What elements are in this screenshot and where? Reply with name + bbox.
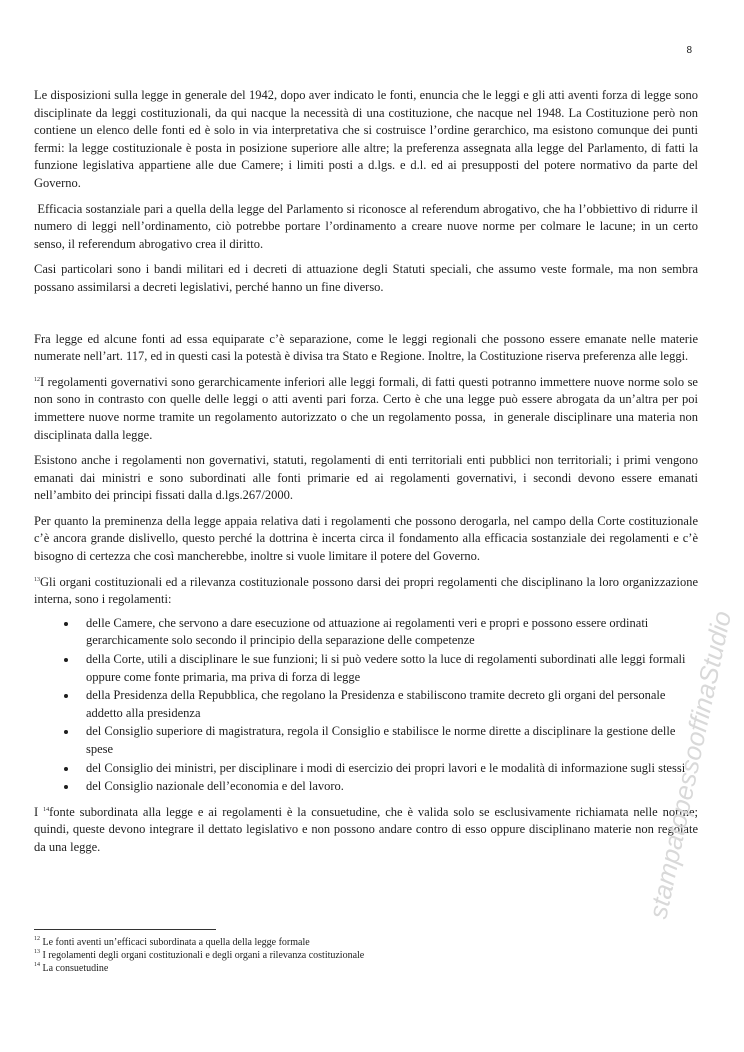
watermark-text: stampatopessooffinaStudio (642, 608, 738, 922)
paragraph-consuetudine (34, 804, 698, 857)
paragraph-casi-particolari: Casi particolari sono i bandi militari ed i decreti di attuazione degli Statuti speciali, che assumo veste formale, ma non sembra possano assimilarsi a decreti legislativi, perché hanno un fine diverso. (34, 262, 698, 294)
paragraph-text: Gli organi costituzionali ed a rilevanza costituzionale possono darsi dei propri regolamenti che disciplinano la loro organizzazione interna, sono i regolamenti: (34, 574, 698, 607)
paragraph-separazione: Fra legge ed alcune fonti ad essa equiparate c’è separazione, come le leggi regionali che possono essere emanate nelle materie numerate nell’art. 117, ed in questi casi la potestà è divisa tra Stato e Regione. Inoltre, la Costituzione riserva preferenza alle leggi. (34, 331, 698, 364)
watermark-graphic (628, 552, 738, 922)
paragraph-regolamenti-governativi (34, 374, 702, 444)
list-item: • del Consiglio nazionale dell’economia e del lavoro. (78, 778, 698, 796)
footnote-marker: 14 (34, 962, 40, 968)
paragraph-text: fonte subordinata alla legge e ai regolamenti è la consuetudine, che è valida solo se esclusivamente richiamata nelle norme; quindi, queste devono integrare il dettato legislativo e non possono andare contro di esso oppure disciplinano materie non regolate da una legge. (34, 804, 698, 854)
page-number: 8 (686, 45, 692, 56)
list-item: • della Presidenza della Repubblica, che regolano la Presidenza e stabiliscono tramite decreto gli organi del personale addetto alla presidenza (78, 687, 698, 722)
footnote-text: I regolamenti degli organi costituzionali e degli organi a rilevanza costituzionale (42, 950, 365, 961)
footnote-ref: 12 (34, 376, 40, 383)
list-item: • del Consiglio superiore di magistratura, regola il Consiglio e stabilisce le norme dirette a disciplinare la gestione delle spese (78, 723, 698, 758)
paragraph-gap (34, 305, 698, 331)
paragraph-regolamenti-non-governativi: Esistono anche i regolamenti non governativi, statuti, regolamenti di enti territoriali enti pubblici non territoriali; i primi vengono emanati dai ministri e sono subordinati alle fonti primarie ed ai regolamenti governativi, i secondi devono essere emanati nell’ambito dei principi fissati dalla d.lgs.267/2000. (34, 453, 698, 503)
footnotes (34, 936, 364, 975)
list-item: • del Consiglio dei ministri, per disciplinare i modi di esercizio dei propri lavori e le modalità di informazione sugli stessi (78, 760, 698, 778)
footnote-ref: 13 (34, 576, 40, 583)
footnote-separator (34, 929, 216, 930)
footnote-marker: 12 (34, 936, 40, 942)
paragraph-organi-costituzionali (34, 574, 698, 609)
list-item: • delle Camere, che servono a dare esecuzione od attuazione ai regolamenti veri e propri e possono essere ordinati gerarchicamente solo secondo il principio della separazione delle competenze (78, 615, 698, 650)
paragraph-preminenza: Per quanto la preminenza della legge appaia relativa dati i regolamenti che possono derogarla, nel campo della Corte costituzionale c’è ancora grande dislivello, questo perché la dottrina è incerta circa il fondamento alla efficacia sostanziale dei regolamenti e c’è bisogno di certezza che così mancherebbe, inoltre si vuole limitare il potere del Governo. (34, 513, 698, 564)
footnote-text: La consuetudine (42, 963, 109, 974)
footnote-12 (34, 936, 364, 949)
footnote-ref: 14 (43, 806, 50, 813)
paragraph-prefix: I (34, 804, 44, 819)
paragraph-referendum: Efficacia sostanziale pari a quella della legge del Parlamento si riconosce al referendum abrogativo, che ha l’obbiettivo di ridurre il numero di leggi nell’ordinamento, ciò potrebbe portare l’ordinamento a creare nuove norme per colmare le lacune; in un certo senso, il referendum abrogativo crea il diritto. (34, 201, 702, 251)
regolamenti-list (34, 615, 698, 796)
paragraph-fonti: Le disposizioni sulla legge in generale del 1942, dopo aver indicato le fonti, enuncia che le leggi e gli atti aventi forza di legge sono disciplinate da leggi costituzionali, da qui nacque la necessità di una costituzione, che nacque nel 1948. La Costituzione però non contiene un elenco delle fonti ed è solo in via interpretativa che si costruisce l’ordine gerarchico, ma esistono comunque dei punti fermi: la legge costituzionale è posta in posizione superiore alle altre; la preferenza assegnata alla legge del Parlamento, di fatti la funzione legislativa appartiene alle due Camere; i limiti posti a d.lgs. e d.l. ed ai presupposti del potere normativo da parte del Governo. (34, 88, 698, 190)
watermark (628, 552, 738, 922)
footnote-marker: 13 (34, 949, 40, 955)
paragraph-text: I regolamenti governativi sono gerarchicamente inferiori alle leggi formali, di fatti questi potranno immettere nuove norme solo se non sono in contrasto con quelle delle leggi o atti aventi pari forza. Certo è che una legge può essere abrogata da un’altra per poi immettere nuove norme tramite un regolamento autorizzato o che un regolamento possa, in generale disciplinare una materia non disciplinata dalla legge. (34, 374, 702, 442)
footnote-text: Le fonti aventi un’efficaci subordinata a quella della legge formale (42, 937, 310, 948)
footnote-13 (34, 949, 364, 962)
footnote-14 (34, 962, 364, 975)
list-item: • della Corte, utili a disciplinare le sue funzioni; li si può vedere sotto la luce di regolamenti subordinati alle leggi formali oppure come fonte primaria, ma priva di forza di legge (78, 651, 698, 686)
